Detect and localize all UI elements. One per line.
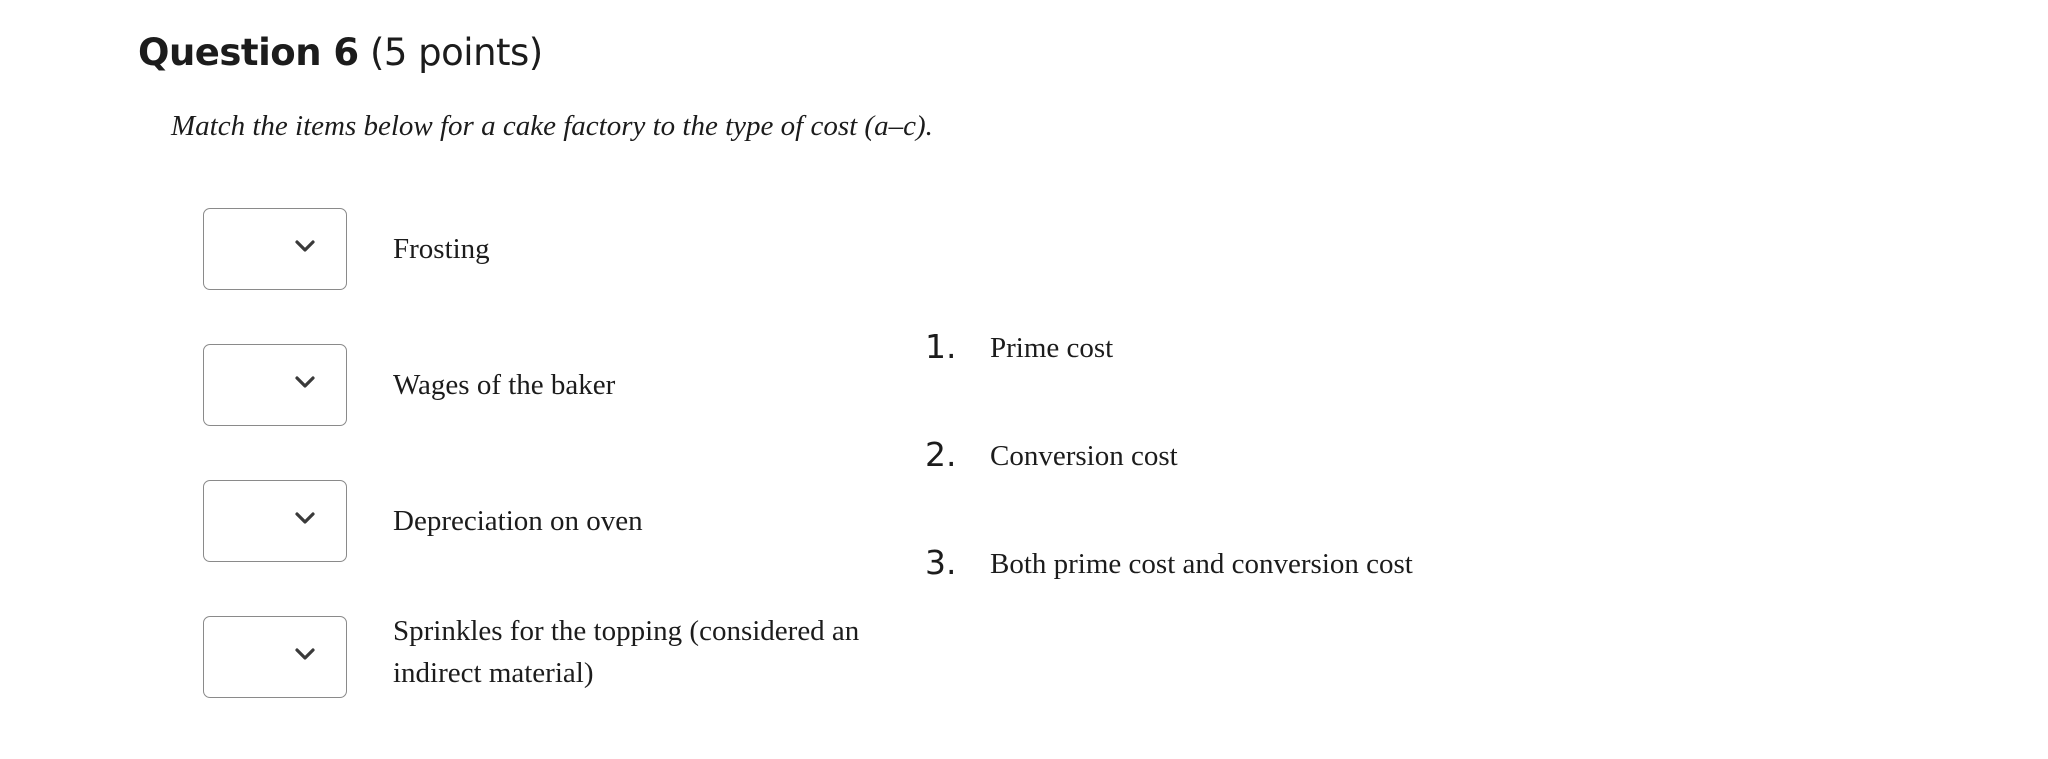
match-row-sprinkles: [203, 616, 883, 700]
choice-number: 2.: [925, 435, 957, 474]
match-row-frosting: [203, 208, 883, 292]
question-number: Question 6: [138, 31, 359, 74]
match-row-depreciation: [203, 480, 883, 564]
match-select-depreciation[interactable]: [203, 480, 347, 562]
match-label-sprinkles: Sprinkles for the topping (considered an indirect material): [393, 615, 860, 689]
match-select-wages[interactable]: [203, 344, 347, 426]
chevron-down-icon: [294, 511, 316, 525]
question-points: (5 points): [369, 31, 543, 74]
chevron-down-icon: [294, 647, 316, 661]
match-label-wages: Wages of the baker: [393, 369, 616, 401]
choice-number: 1.: [925, 327, 957, 366]
choice-label: Both prime cost and conversion cost: [990, 548, 1413, 580]
match-select-frosting[interactable]: [203, 208, 347, 290]
chevron-down-icon: [294, 375, 316, 389]
match-label-frosting: Frosting: [393, 233, 490, 265]
question-prompt: Match the items below for a cake factory to the type of cost (a–c).: [171, 110, 933, 142]
choice-label: Conversion cost: [990, 440, 1178, 472]
match-label-depreciation: Depreciation on oven: [393, 505, 643, 537]
choice-label: Prime cost: [990, 332, 1114, 364]
match-select-sprinkles[interactable]: [203, 616, 347, 698]
question-header: [138, 26, 543, 80]
choice-number: 3.: [925, 543, 957, 582]
chevron-down-icon: [294, 239, 316, 253]
match-row-wages: [203, 344, 883, 428]
